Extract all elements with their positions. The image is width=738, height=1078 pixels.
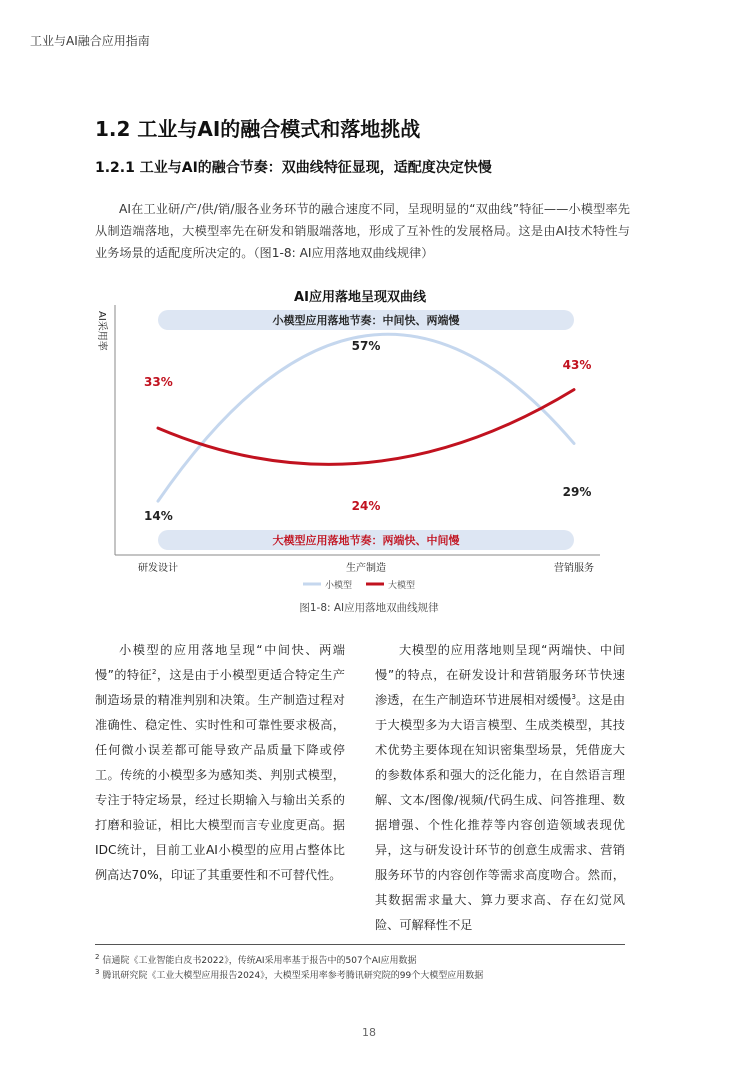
legend-large-label: 大模型 bbox=[388, 581, 416, 591]
right-column-paragraph bbox=[375, 638, 625, 938]
small-model-label-2: 29% bbox=[562, 485, 592, 499]
section-heading: 1.2 工业与AI的融合模式和落地挑战 bbox=[95, 117, 421, 141]
x-tick-label: 生产制造 bbox=[346, 563, 386, 574]
page-number: 18 bbox=[362, 1026, 376, 1039]
x-tick-label: 研发设计 bbox=[138, 563, 178, 574]
footnote-ref: 3 bbox=[571, 692, 576, 701]
large-model-label-1: 24% bbox=[351, 499, 381, 513]
chart-title: AI应用落地呈现双曲线 bbox=[294, 290, 426, 305]
x-tick-label: 营销服务 bbox=[554, 563, 594, 574]
right-col-text-1: 大模型的应用落地则呈现“两端快、中间慢”的特点，在研发设计和营销服务环节快速渗透，在生产制造环节进展相对缓慢 bbox=[375, 643, 625, 707]
footnote: $^2$ 信通院《工业智能白皮书2022》，传统AI采用率基于报告中的507个AI应用数据 bbox=[95, 953, 417, 966]
legend-small-label: 小模型 bbox=[325, 581, 353, 591]
small-model-label-1: 57% bbox=[351, 339, 381, 353]
left-col-text-1: 小模型的应用落地呈现“中间快、两端慢”的特征 bbox=[95, 643, 345, 682]
subsection-heading: 1.2.1 工业与AI的融合节奏：双曲线特征显现，适配度决定快慢 bbox=[95, 160, 492, 176]
footnote-ref: 2 bbox=[151, 667, 157, 676]
small-model-label-0: 14% bbox=[144, 509, 173, 523]
right-col-text-2: 。这是由于大模型多为大语言模型、生成类模型，其技术优势主要体现在知识密集型场景，凭借庞大的参数体系和强大的泛化能力，在自然语言理解、文本/图像/视频/代码生成、问答推理、数据增强、个性化推荐等内容创造领域表现优异，这与研发设计环节的创意生成需求、营销服务环节的内容创作等需求高度吻合。然而，其数据需求量大、算力要求高、存在幻觉风险、可解释性不足 bbox=[375, 693, 626, 932]
intro-paragraph: AI在工业研/产/供/销/服各业务环节的融合速度不同，呈现明显的“双曲线”特征——小模型率先从制造端落地，大模型率先在研发和销服端落地，形成了互补性的发展格局。这是由AI技术特性与业务场景的适配度所决定的。（图1-8: AI应用落地双曲线规律） bbox=[95, 202, 630, 260]
dual-curve-chart bbox=[95, 283, 630, 593]
top-banner-label: 小模型应用落地节奏：中间快、两端慢 bbox=[272, 314, 460, 327]
large-model-label-2: 43% bbox=[562, 358, 592, 372]
large-model-curve bbox=[158, 390, 574, 465]
footnote: $^3$ 腾讯研究院《工业大模型应用报告2024》，大模型采用率参考腾讯研究院的99个大模型应用数据 bbox=[95, 968, 484, 981]
running-header: 工业与AI融合应用指南 bbox=[30, 34, 150, 48]
bottom-banner-label: 大模型应用落地节奏：两端快、中间慢 bbox=[272, 534, 460, 547]
y-axis-label: AI采用率 bbox=[96, 311, 107, 351]
figure-caption: 图1-8: AI应用落地双曲线规律 bbox=[299, 602, 439, 614]
left-column-paragraph bbox=[95, 638, 345, 888]
large-model-label-0: 33% bbox=[144, 375, 173, 389]
small-model-curve bbox=[158, 334, 574, 501]
left-col-text-2: ，这是由于小模型更适合特定生产制造场景的精准判别和决策。生产制造过程对准确性、稳定性、实时性和可靠性要求极高，任何微小误差都可能导致产品质量下降或停工。传统的小模型多为感知类、判别式模型，专注于特定场景，经过长期输入与输出关系的打磨和验证，相比大模型而言专业度更高。据IDC统计，目前工业AI小模型的应用占整体比例高达70%，印证了其重要性和不可替代性。 bbox=[95, 668, 345, 882]
footnote-divider bbox=[95, 944, 625, 945]
footnotes bbox=[95, 954, 483, 984]
